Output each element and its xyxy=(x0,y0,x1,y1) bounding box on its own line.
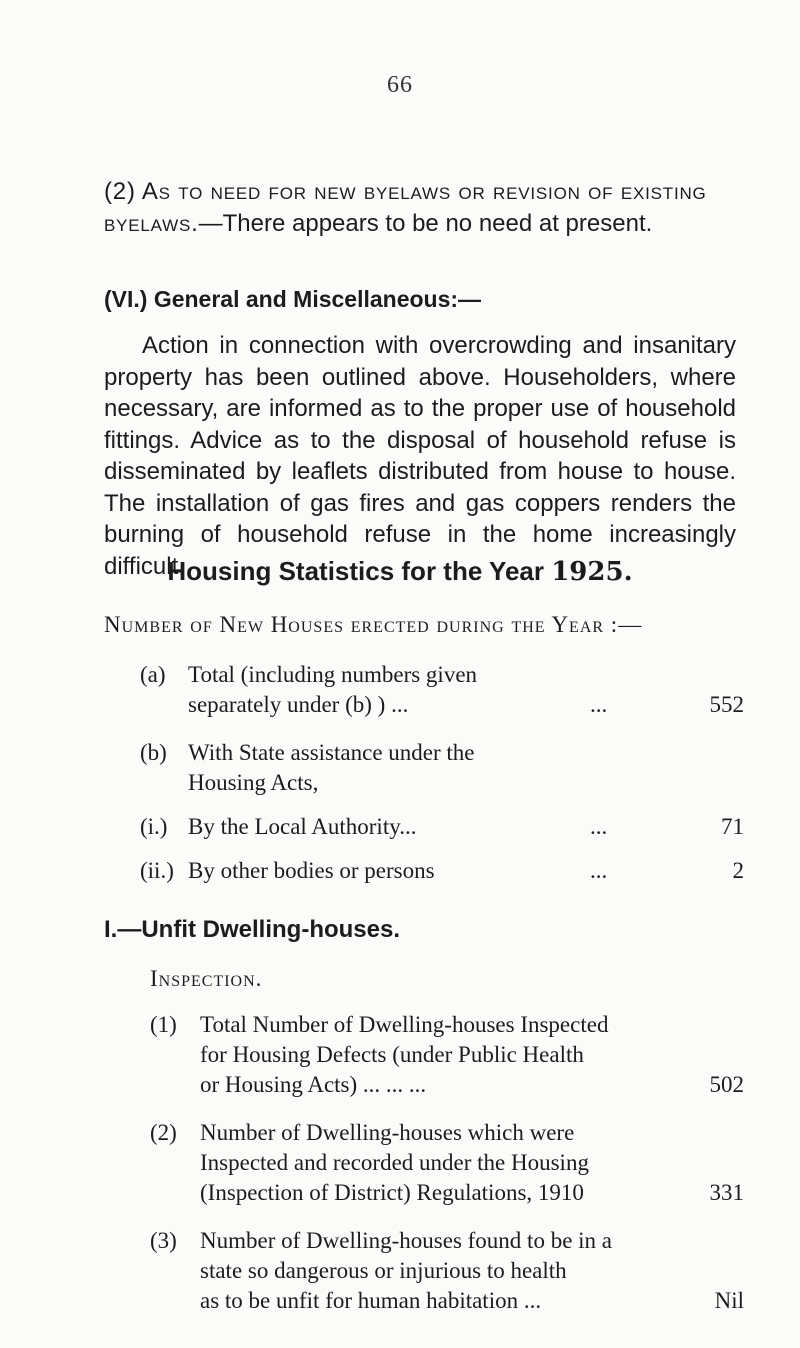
item-3-line1: Number of Dwelling-houses found to be in a xyxy=(200,1228,613,1253)
item-1-line1: Total Number of Dwelling-houses Inspected xyxy=(200,1012,609,1037)
item-2-line3: (Inspection of District) Regulations, 1910 xyxy=(200,1180,584,1205)
item-3-value: Nil xyxy=(714,1288,744,1313)
item-2-line1: Number of Dwelling-houses which were xyxy=(200,1120,575,1145)
section-vi-heading: (VI.) General and Miscellaneous:— xyxy=(104,286,482,312)
housing-statistics-title-text: Housing Statistics for the Year xyxy=(167,556,552,586)
item-3-line3: as to be unfit for human habitation ... xyxy=(200,1288,542,1313)
item-1-line3: or Housing Acts) ... ... ... xyxy=(200,1072,427,1097)
item-a-dots: ... xyxy=(590,692,608,717)
item-b-line2: Housing Acts, xyxy=(188,770,319,795)
item-1-value: 502 xyxy=(709,1072,744,1097)
item-ii-text: By other bodies or persons xyxy=(188,858,435,883)
item-i-dots: ... xyxy=(590,814,608,839)
item-b-label: (b) xyxy=(140,740,167,765)
item-a-line2: separately under (b) ) ... xyxy=(188,692,409,717)
page-number: 66 xyxy=(387,72,413,98)
housing-statistics-title xyxy=(0,556,800,587)
item-a-label: (a) xyxy=(140,662,166,687)
item-2-label: (2) xyxy=(150,1120,177,1145)
section-vi-paragraph: Action in connection with overcrowding and insanitary property has been outlined above. Householders, where necessary, are informed as to the proper use of household fittings. Advice as to the disposal of household refuse is disseminated by leaflets distributed from house to house. The installation of gas fires and gas coppers renders the burning of household refuse in the home increasingly difficult. xyxy=(104,332,736,580)
inspection-subheading: Inspection. xyxy=(150,966,263,991)
new-houses-subheading: Number of New Houses erected during the Year :— xyxy=(104,612,643,637)
housing-statistics-year: 1925. xyxy=(551,557,633,587)
item-i-text: By the Local Authority... xyxy=(188,814,417,839)
item-2-value: 331 xyxy=(709,1180,744,1205)
unfit-dwellings-heading: I.—Unfit Dwelling-houses. xyxy=(104,916,401,943)
section-2-text: —There appears to be no need at present. xyxy=(198,210,653,237)
item-ii-dots: ... xyxy=(590,858,608,883)
item-1-line2: for Housing Defects (under Public Health xyxy=(200,1042,584,1067)
section-2-paragraph xyxy=(104,176,740,240)
item-i-label: (i.) xyxy=(140,814,168,839)
item-3-label: (3) xyxy=(150,1228,177,1253)
item-i-value: 71 xyxy=(721,814,744,839)
item-1-label: (1) xyxy=(150,1012,177,1037)
item-b-line1: With State assistance under the xyxy=(188,740,475,765)
item-ii-label: (ii.) xyxy=(140,858,174,883)
item-2-line2: Inspected and recorded under the Housing xyxy=(200,1150,589,1175)
item-ii-value: 2 xyxy=(732,858,744,883)
section-2-lead: (2) As to need for new byelaws or revision of existing byelaws. xyxy=(104,178,707,237)
item-a-line1: Total (including numbers given xyxy=(188,662,478,687)
item-a-value: 552 xyxy=(709,692,744,717)
item-3-line2: state so dangerous or injurious to health xyxy=(200,1258,567,1283)
